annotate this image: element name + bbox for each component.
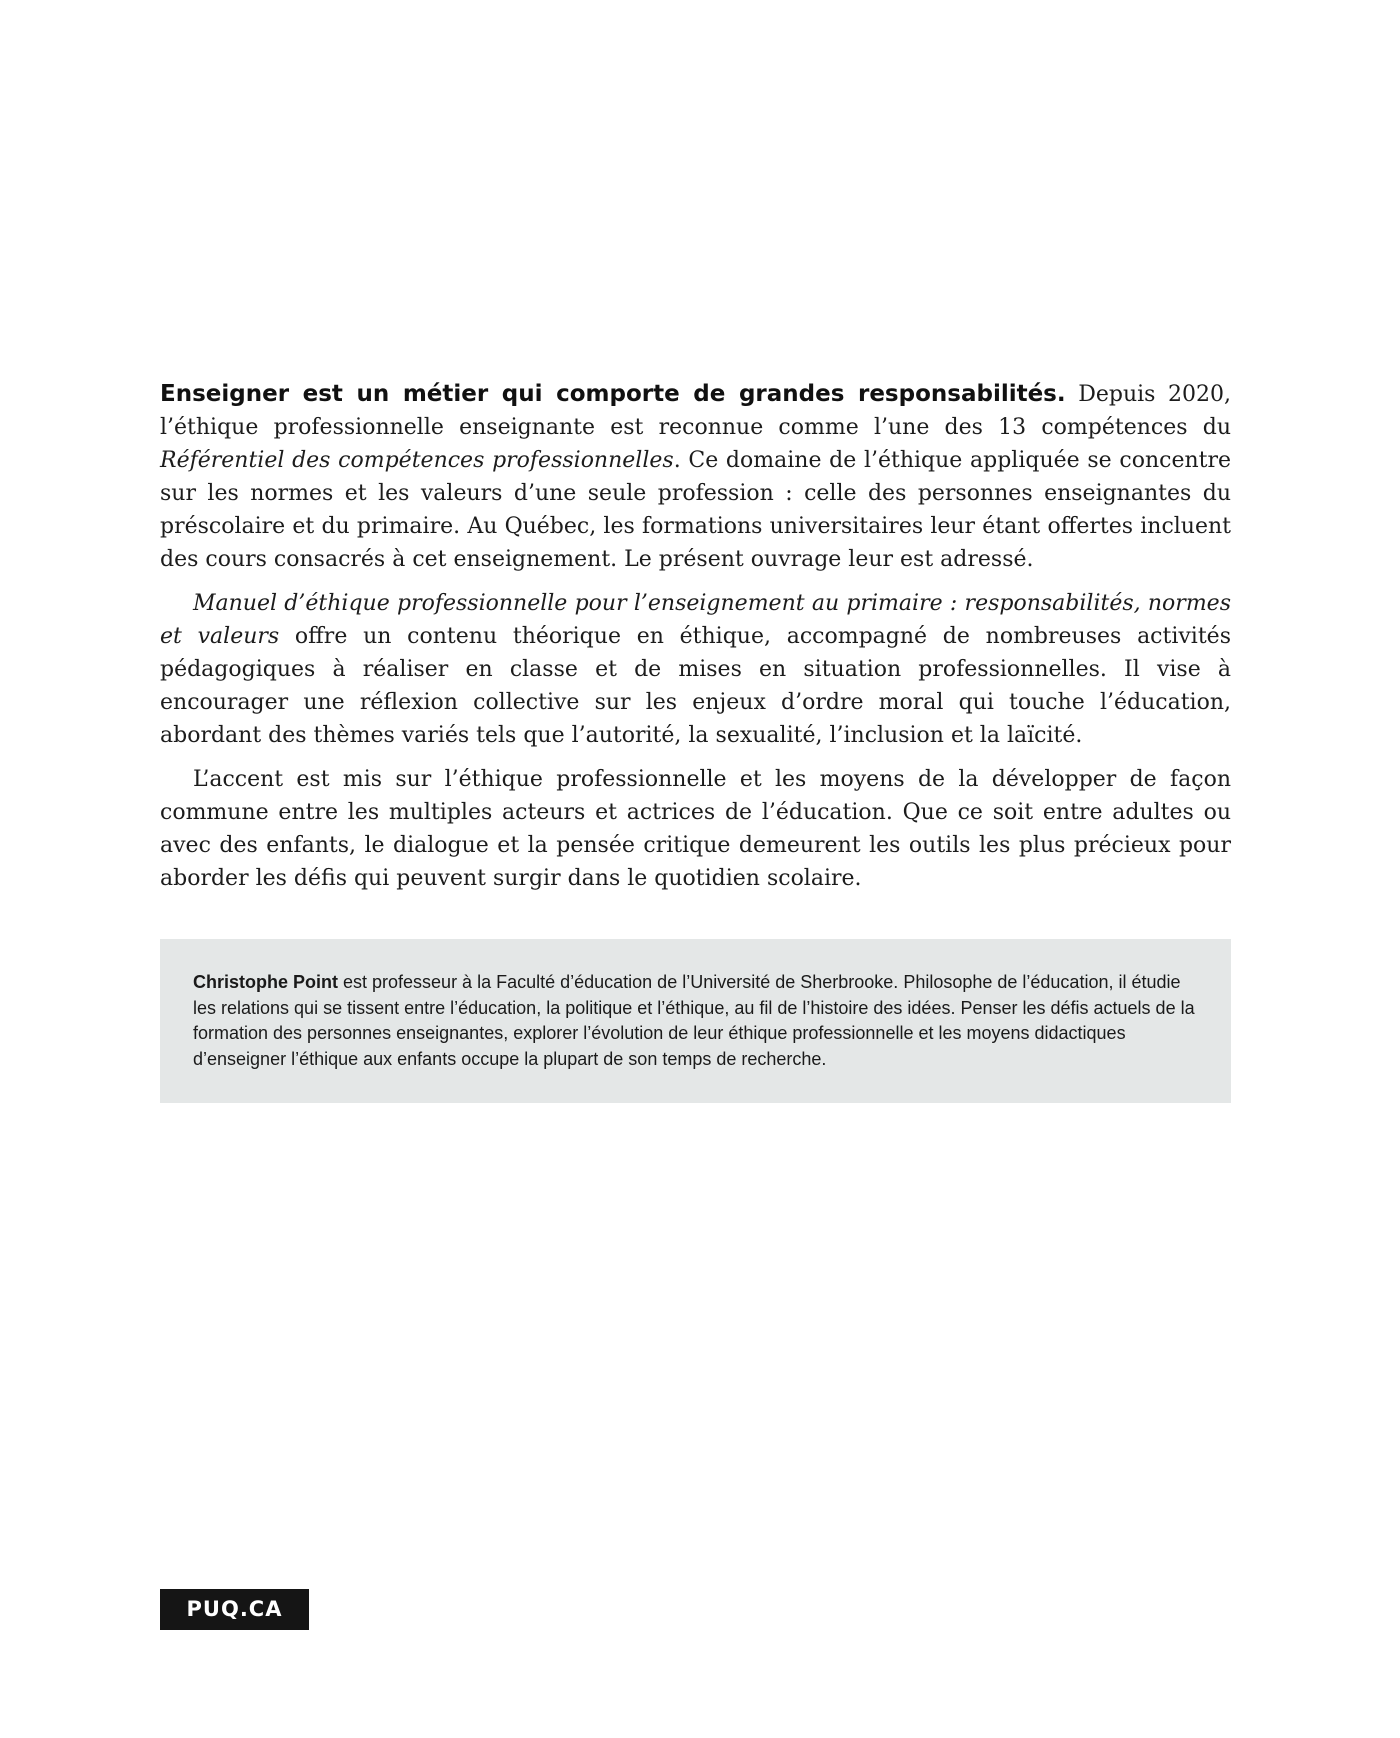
author-bio-text: est professeur à la Faculté d’éducation de l’Université de Sherbrooke. Philosophe de l’éducation, il étudie les relations qui se tissent entre l’éducation, la politique et l’éthique, au fil de l’histoire des idées. Penser les défis actuels de la formation des personnes enseignantes, explorer l’évolution de leur éthique professionnelle et les moyens didactiques d’enseigner l’éthique aux enfants occupe la plupart de son temps de recherche. <box>193 972 1195 1069</box>
publisher-logo: PUQ.CA <box>160 1589 309 1630</box>
blurb-paragraph-3: L’accent est mis sur l’éthique professionnelle et les moyens de la développer de façon commune entre les multiples acteurs et actrices de l’éducation. Que ce soit entre adultes ou avec des enfants, le dialogue et la pensée critique demeurent les outils les plus précieux pour aborder les défis qui peuvent surgir dans le quotidien scolaire. <box>160 767 1231 891</box>
lead-sentence: Enseigner est un métier qui comporte de grandes responsabilités. <box>160 381 1066 407</box>
referentiel-title: Référentiel des compétences professionnelles <box>160 448 674 473</box>
p1-intro-text: Depuis 2020, l’éthique professionnelle enseignante est reconnue comme l’une des 13 compétences du <box>160 382 1231 440</box>
p2-rest-text: offre un contenu théorique en éthique, accompagné de nombreuses activités pédagogiques à réaliser en classe et de mises en situation professionnelles. Il vise à encourager une réflexion collective sur les enjeux d’ordre moral qui touche l’éducation, abordant des thèmes variés tels que l’autorité, la sexualité, l’inclusion et la laïcité. <box>160 624 1231 748</box>
blurb-paragraph-1 <box>160 378 1231 576</box>
author-name: Christophe Point <box>193 972 338 992</box>
author-bio-box <box>160 939 1231 1103</box>
back-cover-blurb <box>160 378 1231 906</box>
book-title: Manuel d’éthique professionnelle pour l’enseignement au primaire : responsabilités, normes et valeurs <box>160 591 1231 649</box>
p1-rest-text: . Ce domaine de l’éthique appliquée se concentre sur les normes et les valeurs d’une seule profession : celle des personnes enseignantes du préscolaire et du primaire. Au Québec, les formations universitaires leur étant offertes incluent des cours consacrés à cet enseignement. Le présent ouvrage leur est adressé. <box>160 448 1232 572</box>
author-bio <box>193 970 1198 1072</box>
blurb-paragraph-2 <box>160 587 1231 752</box>
